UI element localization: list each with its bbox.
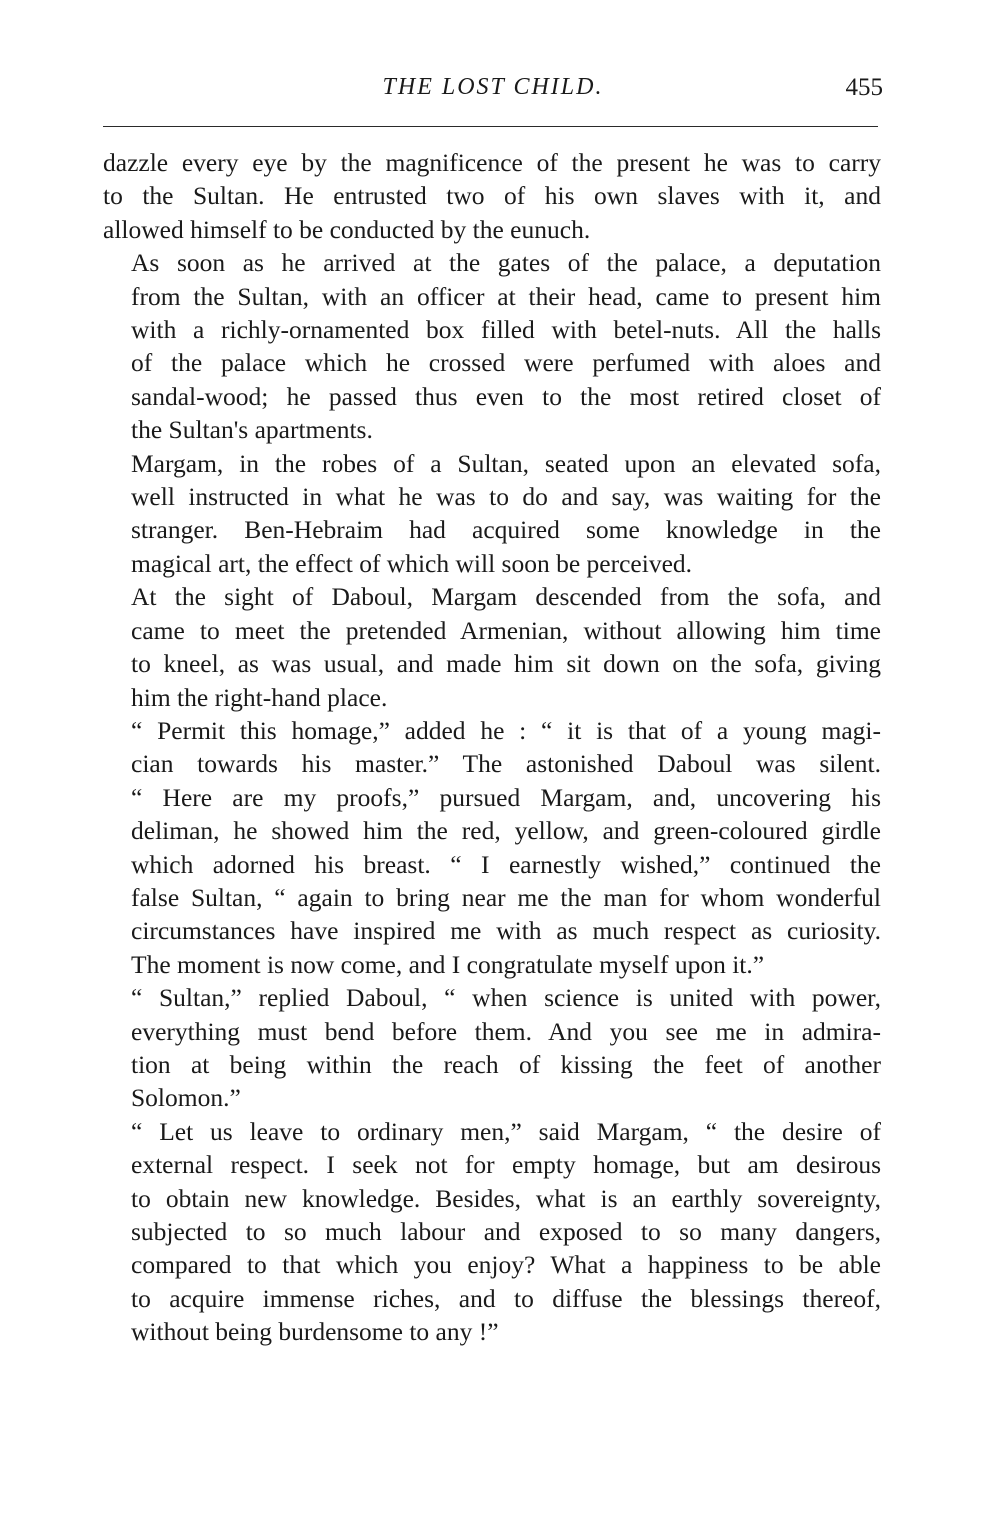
text-line: to kneel, as was usual, and made him sit down on the sofa, giving	[131, 649, 881, 679]
text-line: from the Sultan, with an officer at their head, came to present him	[131, 281, 881, 311]
text-line: false Sultan, “ again to bring near me the man for whom wonderful	[131, 882, 881, 912]
text-line: stranger. Ben-Hebraim had acquired some knowledge in the	[131, 515, 881, 545]
text-line: external respect. I seek not for empty homage, but am desirous	[131, 1150, 881, 1180]
page-header	[103, 74, 883, 114]
paragraph-3	[103, 447, 881, 581]
text-line: well instructed in what he was to do and say, was waiting for the	[131, 482, 881, 512]
body-text	[103, 146, 881, 1349]
header-rule	[103, 126, 878, 127]
text-line: “ Sultan,” replied Daboul, “ when science is united with power,	[131, 983, 881, 1013]
text-line: to the Sultan. He entrusted two of his own slaves with it, and	[103, 181, 881, 211]
text-line: to acquire immense riches, and to diffuse the blessings thereof,	[131, 1283, 881, 1313]
text-line: circumstances have inspired me with as much respect as curiosity.	[131, 916, 881, 946]
text-line: At the sight of Daboul, Margam descended from the sofa, and	[131, 582, 881, 612]
page-number: 455	[845, 74, 883, 101]
text-line: “ Let us leave to ordinary men,” said Margam, “ the desire of	[131, 1116, 881, 1146]
text-line: the Sultan's apartments.	[131, 415, 373, 445]
text-line: magical art, the effect of which will soon be perceived.	[131, 548, 693, 578]
running-title: THE LOST CHILD.	[382, 74, 604, 100]
text-line: which adorned his breast. “ I earnestly wished,” continued the	[131, 849, 881, 879]
text-line: everything must bend before them. And you see me in admira-	[131, 1016, 881, 1046]
text-line: Solomon.”	[131, 1083, 241, 1113]
text-line: cian towards his master.” The astonished Daboul was silent.	[131, 749, 881, 779]
text-line: “ Permit this homage,” added he : “ it is that of a young magi-	[131, 715, 881, 745]
paragraph-4	[103, 580, 881, 714]
text-line: with a richly-ornamented box filled with betel-nuts. All the halls	[131, 315, 881, 345]
text-line: him the right-hand place.	[131, 682, 388, 712]
text-line: tion at being within the reach of kissing the feet of another	[131, 1049, 881, 1079]
text-line: deliman, he showed him the red, yellow, and green-coloured girdle	[131, 816, 881, 846]
text-line: Margam, in the robes of a Sultan, seated upon an elevated sofa,	[131, 448, 881, 478]
paragraph-6	[103, 981, 881, 1115]
text-line: subjected to so much labour and exposed to so many dangers,	[131, 1217, 881, 1246]
text-line: compared to that which you enjoy? What a happiness to be able	[131, 1250, 881, 1280]
text-line: of the palace which he crossed were perfumed with aloes and	[131, 348, 881, 378]
text-line: to obtain new knowledge. Besides, what is an earthly sovereignty,	[131, 1183, 881, 1213]
text-line: The moment is now come, and I congratulate myself upon it.”	[131, 949, 765, 979]
text-line: “ Here are my proofs,” pursued Margam, and, uncovering his	[131, 782, 881, 812]
paragraph-1	[103, 146, 881, 246]
paragraph-7	[103, 1115, 881, 1349]
text-line: allowed himself to be conducted by the eunuch.	[103, 214, 591, 244]
text-line: came to meet the pretended Armenian, without allowing him time	[131, 615, 881, 645]
text-line: without being burdensome to any !”	[131, 1317, 499, 1347]
paragraph-2	[103, 246, 881, 446]
text-line: As soon as he arrived at the gates of the palace, a deputation	[131, 248, 881, 278]
text-line: sandal-wood; he passed thus even to the most retired closet of	[131, 381, 881, 411]
paragraph-5	[103, 714, 881, 981]
text-line: dazzle every eye by the magnificence of the present he was to carry	[103, 148, 881, 177]
